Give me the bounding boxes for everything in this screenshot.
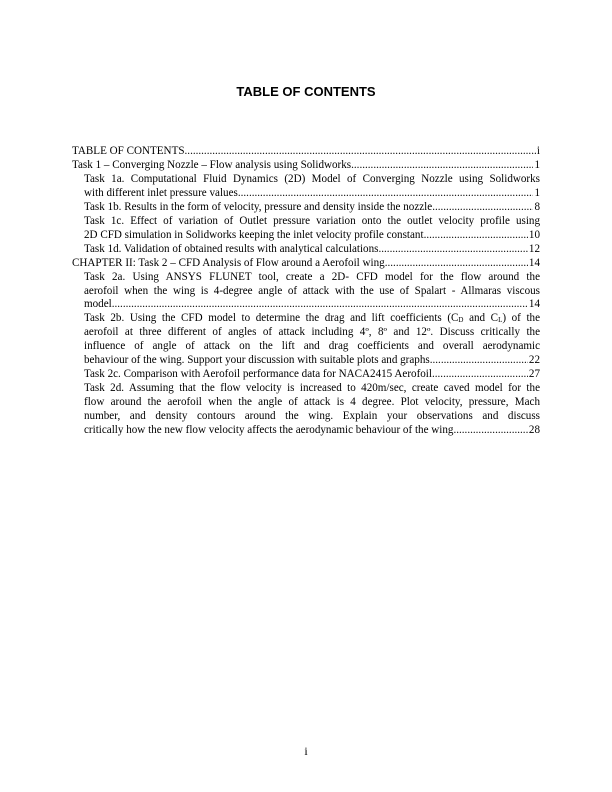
dot-leader [185,145,536,159]
toc-entry-line: influence of angle of attack on the lift and drag coefficients and overall aerodynamic [84,340,540,353]
toc-entry-line: Task 2a. Using ANSYS FLUNET tool, create a 2D- CFD model for the flow around the [84,270,540,283]
toc-entry-task-2b[interactable] [72,312,540,368]
toc-page-number: 1 [534,186,540,199]
toc-entry-title: critically how the new flow velocity affects the aerodynamic behaviour of the wing. [84,424,457,437]
dot-leader [432,368,528,382]
toc-entry-title: behaviour of the wing. Support your discussion with suitable plots and graphs [84,354,430,367]
toc-entry-line: Task 2d. Assuming that the flow velocity is increased to 420m/sec, create caved model for the [84,382,540,395]
toc-entry-title: Task 1b. Results in the form of velocity, pressure and density inside the nozzle [84,200,433,213]
dot-leader [424,229,528,243]
toc-entry-line: aerofoil when the wing is 4-degree angle of attack with the use of Spalart - Allmaras viscous [84,284,540,297]
toc-page-number: 8 [534,200,540,213]
dot-leader [456,424,528,438]
toc-page-number: 10 [528,228,540,241]
toc-entry-task-1a[interactable] [72,173,540,201]
toc-entry-task-2a[interactable] [72,271,540,313]
dot-leader [238,187,534,201]
toc-entry-line: Task 1c. Effect of variation of Outlet pressure variation onto the outlet velocity profile using [84,214,540,227]
toc-entry-line [72,312,540,326]
toc-entry-task-1b[interactable] [72,201,540,215]
toc-entry-line: number, and density contours around the wing. Explain your observations and discuss [84,410,540,423]
toc-page-number: 22 [528,354,540,367]
dot-leader [378,243,527,257]
toc-page-number: 14 [528,256,540,269]
page-title: TABLE OF CONTENTS [236,84,376,99]
toc-entry-task-2c[interactable] [72,368,540,382]
subscript: L [498,316,503,325]
toc-entry-line: flow around the aerofoil when the angle of attack is 4 degree. Plot velocity, pressure, Mach [84,396,540,409]
text-segment: ) of the [502,312,540,325]
toc-page-number: 1 [534,158,540,171]
text-segment: Task 2b. Using the CFD model to determine the drag and lift coefficients (C [84,312,459,325]
page-number: i [304,744,308,758]
dot-leader [430,354,528,368]
toc-entry-title: 2D CFD simulation in Solidworks keeping the inlet velocity profile constant [84,228,424,241]
toc-entry-line: aerofoil at three different of angles of attack including 4º, 8º and 12º. Discuss critically the [84,326,540,339]
table-of-contents [72,145,540,438]
toc-entry-task-2d[interactable] [72,382,540,438]
subscript: D [458,316,464,325]
toc-entry-task-1d[interactable] [72,243,540,257]
toc-entry-title: TABLE OF CONTENTS [72,145,185,157]
text-segment: and C [463,312,499,325]
dot-leader [432,201,533,215]
toc-entry-title: CHAPTER II: Task 2 – CFD Analysis of Flow around a Aerofoil wing [72,256,385,269]
toc-page-number: 12 [528,242,540,255]
toc-entry-table-of-contents[interactable] [72,145,540,159]
toc-entry-title: with different inlet pressure values [84,186,238,199]
toc-entry-title: model [84,298,112,311]
dot-leader [112,298,528,312]
dot-leader [385,257,528,271]
toc-entry-title: Task 2c. Comparison with Aerofoil performance data for NACA2415 Aerofoil [84,368,432,381]
toc-page-number: 14 [528,298,540,311]
toc-entry-task-1[interactable] [72,159,540,173]
toc-page-number: 27 [528,368,540,381]
toc-page-number: 28 [528,424,540,437]
toc-entry-line: Task 1a. Computational Fluid Dynamics (2D) Model of Converging Nozzle using Solidworks [84,172,540,185]
toc-entry-chapter-2[interactable] [72,257,540,271]
toc-entry-task-1c[interactable] [72,215,540,243]
dot-leader [351,159,533,173]
toc-entry-title: Task 1 – Converging Nozzle – Flow analysis using Solidworks [72,158,352,171]
toc-entry-title: Task 1d. Validation of obtained results with analytical calculations [84,242,379,255]
toc-page-number: i [536,145,540,157]
